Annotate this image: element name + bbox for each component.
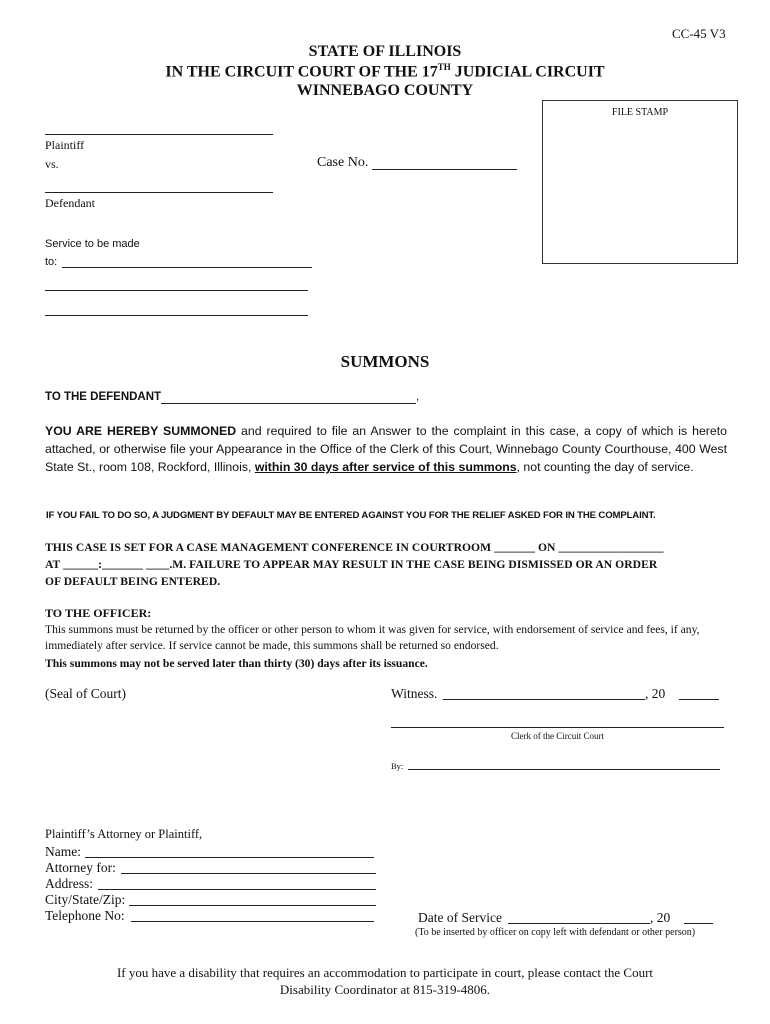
case-mgmt-line-1: THIS CASE IS SET FOR A CASE MANAGEMENT CONFERENCE IN COURTROOM _______ ON __________________ (45, 541, 664, 554)
vs-label: vs. (45, 157, 59, 171)
attorney-for-line[interactable] (121, 873, 376, 874)
header-court-text: IN THE CIRCUIT COURT OF THE 17 (165, 63, 438, 81)
header-court (0, 62, 770, 81)
seal-label: (Seal of Court) (45, 686, 126, 701)
plaintiff-label: Plaintiff (45, 138, 85, 152)
clerk-label: Clerk of the Circuit Court (511, 731, 604, 741)
summoned-paragraph (45, 422, 727, 476)
clerk-signature-line[interactable] (391, 727, 724, 728)
header-county: WINNEBAGO COUNTY (296, 82, 474, 99)
by-line[interactable] (408, 769, 720, 770)
attorney-address-label: Address: (45, 876, 93, 891)
officer-heading: TO THE OFFICER: (45, 606, 152, 620)
date-service-label: Date of Service (418, 910, 502, 925)
file-stamp-box (542, 100, 738, 264)
date-service-note: (To be inserted by officer on copy left with defendant or other person) (415, 927, 696, 938)
file-stamp-label: FILE STAMP (611, 107, 669, 118)
attorney-for-label: Attorney for: (45, 860, 116, 875)
case-mgmt-line-3: OF DEFAULT BEING ENTERED. (45, 575, 221, 588)
date-service-line[interactable] (508, 923, 650, 924)
attorney-name-label: Name: (45, 844, 81, 859)
witness-year-label: , 20 (645, 686, 666, 701)
footer-line-1: If you have a disability that requires an accommodation to participate in court, please contact the Court (116, 965, 654, 980)
service-to-label: to: (45, 256, 58, 268)
officer-deadline: This summons may not be served later than thirty (30) days after its issuance. (45, 657, 428, 670)
summons-title: SUMMONS (340, 352, 430, 371)
form-code: CC-45 V3 (672, 26, 726, 41)
service-line-2[interactable] (45, 290, 308, 291)
defendant-name-line[interactable] (161, 403, 416, 404)
witness-line[interactable] (443, 699, 645, 700)
attorney-city-line[interactable] (129, 905, 376, 906)
to-defendant-comma: , (416, 391, 420, 403)
summoned-text-2: , not counting the day of service. (516, 460, 694, 474)
defendant-line[interactable] (45, 192, 273, 193)
attorney-heading: Plaintiff’s Attorney or Plaintiff, (45, 827, 203, 841)
witness-year-line[interactable] (679, 699, 719, 700)
attorney-phone-label: Telephone No: (45, 908, 125, 923)
summoned-lead: YOU ARE HEREBY SUMMONED (45, 424, 237, 438)
plaintiff-line[interactable] (45, 134, 273, 135)
officer-text: This summons must be returned by the officer or other person to whom it was given for service, with endorsement of service and fees, if any, immediately after service. If service cannot be made, this summons shall be returned so endorsed. (45, 623, 700, 652)
header-court-text-end: JUDICIAL CIRCUIT (450, 63, 605, 81)
summoned-text-1: and required to file an Answer to the complaint in this case, a copy of which is hereto attached, or otherwise file your Appearance in the Office of the Clerk of this Court, Winnebago County Courthouse, 400 West State St., room 108, Rockford, Illinois, (45, 424, 727, 474)
case-mgmt-line-2: AT ______:_______ ____.M. FAILURE TO APPEAR MAY RESULT IN THE CASE BEING DISMISSED OR AN ORDER (45, 558, 658, 571)
attorney-phone-line[interactable] (131, 921, 374, 922)
service-line-1[interactable] (62, 267, 312, 268)
witness-label: Witness. (391, 686, 438, 701)
summoned-deadline: within 30 days after service of this summons (254, 460, 517, 474)
case-no-label: Case No. (317, 155, 369, 170)
date-service-year-line[interactable] (684, 923, 713, 924)
attorney-city-label: City/State/Zip: (45, 892, 126, 907)
default-warning: IF YOU FAIL TO DO SO, A JUDGMENT BY DEFAULT MAY BE ENTERED AGAINST YOU FOR THE RELIEF ASKED FOR IN THE COMPLAINT. (46, 510, 656, 521)
attorney-name-line[interactable] (85, 857, 374, 858)
case-no-line[interactable] (372, 169, 517, 170)
to-defendant-label: TO THE DEFENDANT (45, 391, 162, 403)
footer-line-2: Disability Coordinator at 815-319-4806. (279, 982, 491, 997)
service-line-3[interactable] (45, 315, 308, 316)
header-state: STATE OF ILLINOIS (308, 43, 462, 60)
header-court-sup: TH (437, 62, 451, 72)
date-service-year-label: , 20 (650, 910, 671, 925)
defendant-label: Defendant (45, 196, 95, 210)
by-label: By: (391, 761, 404, 771)
service-label: Service to be made (45, 238, 140, 250)
attorney-address-line[interactable] (98, 889, 376, 890)
